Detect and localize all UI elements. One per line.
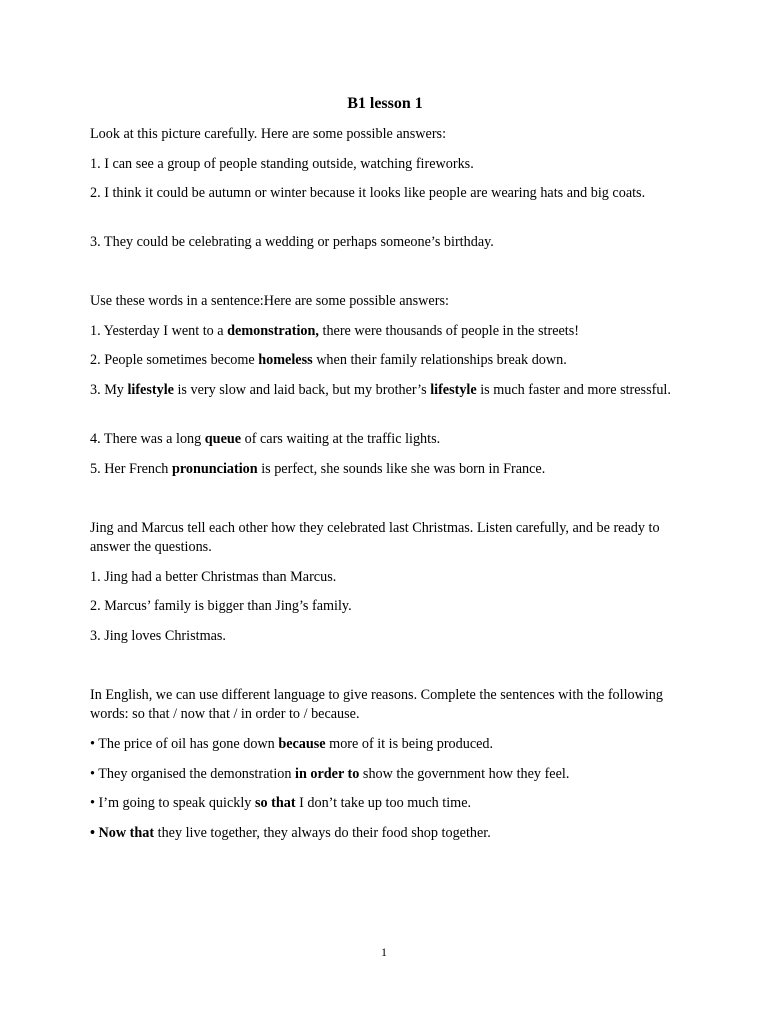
keyword: homeless [258, 352, 313, 368]
keyword: because [278, 736, 326, 752]
keyword: so that [254, 795, 296, 811]
section2-item-3: 3. My lifestyle is very slow and laid back, but my brother’s lifestyle is much faster and more stressful. [90, 382, 671, 398]
section2-item-2: 2. People sometimes become homeless when their family relationships break down. [90, 352, 567, 368]
section2-item-5: 5. Her French pronunciation is perfect, she sounds like she was born in France. [90, 461, 546, 477]
section4-item-1: • The price of oil has gone down because more of it is being produced. [90, 736, 494, 752]
section2-item-4: 4. There was a long queue of cars waiting at the traffic lights. [90, 431, 441, 447]
section1-item-1: 1. I can see a group of people standing outside, watching fireworks. [90, 156, 474, 172]
page-number: 1 [381, 945, 387, 959]
section3-item-2: 2. Marcus’ family is bigger than Jing’s family. [90, 598, 352, 614]
page-title: B1 lesson 1 [347, 95, 423, 112]
section4-intro: In English, we can use different language to give reasons. Complete the sentences with the following words: so that / now that / in order to / because. [90, 687, 663, 722]
section4-item-4: • Now that they live together, they always do their food shop together. [90, 825, 491, 841]
keyword: lifestyle [430, 382, 477, 398]
keyword: demonstration, [227, 323, 319, 339]
section2-item-1: 1. Yesterday I went to a demonstration, there were thousands of people in the streets! [90, 323, 579, 339]
keyword: pronunciation [171, 461, 258, 477]
section3-item-3: 3. Jing loves Christmas. [90, 628, 226, 644]
keyword: in order to [295, 766, 360, 782]
section1-item-2: 2. I think it could be autumn or winter because it looks like people are wearing hats and big coats. [90, 185, 646, 201]
section1-item-3: 3. They could be celebrating a wedding or perhaps someone’s birthday. [90, 234, 494, 250]
section4-item-3: • I’m going to speak quickly so that I don’t take up too much time. [90, 795, 472, 811]
keyword: lifestyle [127, 382, 174, 398]
keyword: • Now that [90, 825, 155, 841]
section4-item-2: • They organised the demonstration in order to show the government how they feel. [90, 766, 570, 782]
keyword: queue [204, 431, 242, 447]
section3-item-1: 1. Jing had a better Christmas than Marcus. [90, 569, 337, 585]
section2-intro: Use these words in a sentence:Here are some possible answers: [90, 293, 449, 309]
section3-intro: Jing and Marcus tell each other how they celebrated last Christmas. Listen carefully, and be ready to answer the questions. [90, 520, 660, 555]
section1-intro: Look at this picture carefully. Here are some possible answers: [90, 126, 447, 142]
